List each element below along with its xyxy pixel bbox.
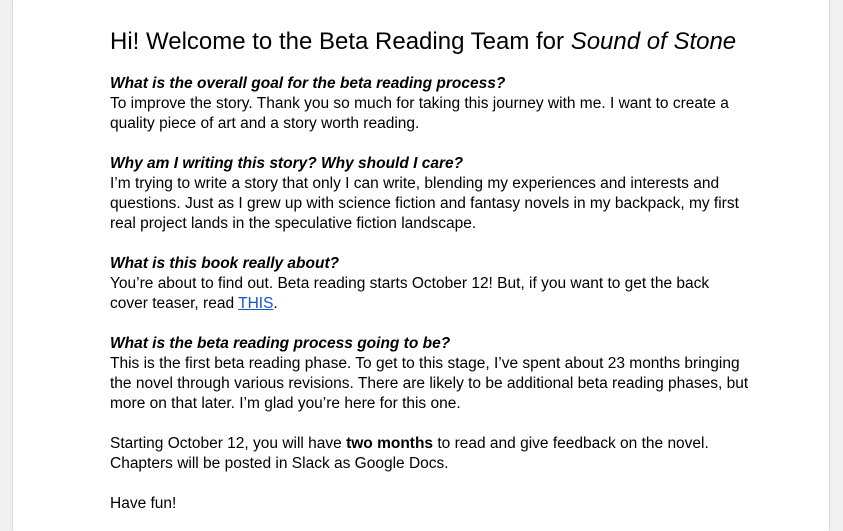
title-text: Hi! Welcome to the Beta Reading Team for xyxy=(110,28,571,55)
section-process xyxy=(110,334,750,414)
closing-line: Have fun! xyxy=(110,495,177,512)
document-page xyxy=(13,0,829,531)
section-about xyxy=(110,254,750,314)
teaser-link[interactable]: THIS xyxy=(238,295,274,312)
section-question: What is the beta reading process going to be? xyxy=(110,335,451,352)
section-answer: This is the first beta reading phase. To get to this stage, I’ve spent about 23 months bringing the novel through various revisions. There are likely to be additional beta reading phases, but more on that later. I’m glad you’re here for this one. xyxy=(110,355,749,412)
schedule-text: Starting October 12, you will have xyxy=(110,435,347,452)
schedule-paragraph xyxy=(110,434,750,474)
document-body xyxy=(110,24,750,514)
section-answer: To improve the story. Thank you so much for taking this journey with me. I want to create a quality piece of art and a story worth reading. xyxy=(110,95,729,132)
section-why xyxy=(110,154,750,234)
section-answer: I’m trying to write a story that only I can write, blending my experiences and interests and questions. Just as I grew up with science fiction and fantasy novels in my backpack, my first real project lands in the speculative fiction landscape. xyxy=(110,175,739,232)
schedule-text-end: to read and give feedback on the novel. Chapters will be posted in Slack as Google Docs. xyxy=(110,435,709,472)
schedule-duration: two months xyxy=(346,435,434,452)
section-question: What is the overall goal for the beta reading process? xyxy=(110,75,506,92)
section-question: What is this book really about? xyxy=(110,255,340,272)
title-book-name: Sound of Stone xyxy=(570,28,737,55)
section-goal xyxy=(110,74,750,134)
answer-text: You’re about to find out. Beta reading starts October 12! But, if you want to get the back cover teaser, read xyxy=(110,275,710,312)
section-question: Why am I writing this story? Why should I care? xyxy=(110,155,464,172)
page-title xyxy=(110,24,750,60)
answer-text-end: . xyxy=(273,295,278,312)
section-answer xyxy=(110,274,750,314)
